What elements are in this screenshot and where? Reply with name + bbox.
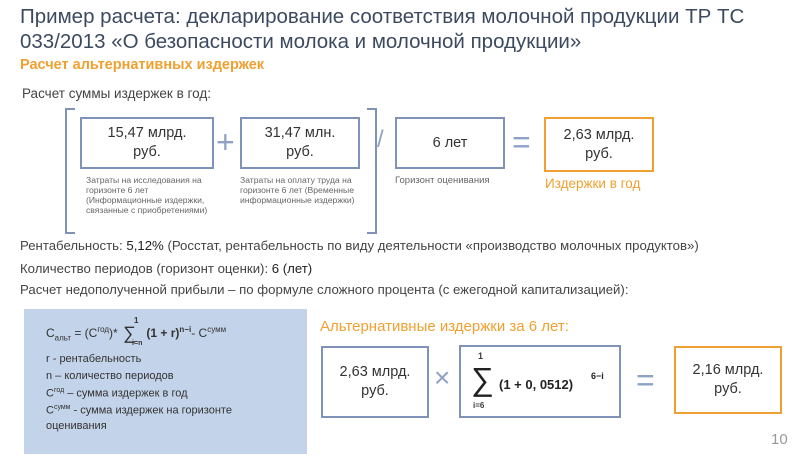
- profitability-value: 5,12%: [126, 238, 164, 253]
- annual-cost-amount: 2,63 млрд.: [563, 126, 635, 143]
- sum-top: 1: [134, 316, 139, 325]
- legend-cgod: [46, 387, 188, 400]
- divide-sign: /: [377, 126, 384, 153]
- annual-cost-caption: Издержки в год: [545, 176, 641, 191]
- research-cost-unit: руб.: [133, 144, 161, 160]
- legend-r: r - рентабельность: [46, 353, 142, 365]
- annual-cost-input-box: [321, 346, 429, 418]
- periods-label: Количество периодов (горизонт оценки):: [20, 261, 272, 276]
- right-bracket: [367, 108, 377, 234]
- page-title: Пример расчета: декларирование соответствия молочной продукции ТР ТС 033/2013 «О безопасности молока и молочной продукции»: [20, 5, 745, 53]
- legend-csumm: [46, 404, 232, 417]
- labor-cost-box: [240, 117, 360, 169]
- profitability-label: Рентабельность:: [20, 238, 127, 253]
- formula-body: (1 + r): [146, 326, 180, 341]
- big-sum-body: (1 + 0, 0512): [499, 377, 574, 392]
- labor-cost-caption: Затраты на оплату труда на горизонте 6 лет (Временные информационные издержки): [240, 175, 355, 205]
- left-bracket: [65, 108, 75, 234]
- alt-cost-result-amount: 2,16 млрд.: [692, 362, 764, 378]
- formula-summ-sup: сумм: [207, 325, 227, 335]
- horizon-box: 6 лет: [395, 117, 505, 169]
- plus-sign: +: [216, 124, 235, 160]
- times-sign: ×: [434, 362, 451, 393]
- research-cost-amount: 15,47 млрд.: [107, 125, 187, 141]
- formula-exp: n−i: [179, 325, 192, 335]
- sum-symbol: ∑ 1 i=n: [123, 316, 143, 347]
- big-sum-top: 1: [478, 351, 484, 361]
- equals-sign: =: [512, 124, 531, 160]
- periods-value: 6 (лет): [271, 261, 313, 276]
- research-cost-caption: Затраты на исследования на горизонте 6 лет (Информационные издержки, связанные с приобретениями): [86, 175, 208, 215]
- annual-cost-input-amount: 2,63 млрд.: [339, 364, 411, 380]
- big-sum-exp: 6−i: [591, 371, 604, 381]
- bottom-equals-sign: =: [636, 362, 655, 398]
- section-subtitle: Расчет альтернативных издержек: [20, 57, 265, 73]
- legend-cgod-text: – сумма издержек в год: [67, 387, 188, 400]
- legend-n: n – количество периодов: [46, 370, 174, 382]
- formula-alt-sub: альт: [54, 333, 71, 343]
- legend-c1: C: [46, 387, 54, 400]
- research-cost-box: [80, 117, 214, 169]
- compound-sum-box: [459, 345, 621, 418]
- formula-star: )*: [109, 326, 118, 341]
- horizon-caption: Горизонт оценивания: [395, 175, 490, 186]
- labor-cost-unit: руб.: [286, 144, 314, 160]
- labor-cost-amount: 31,47 млн.: [264, 125, 336, 141]
- lost-profit-line: Расчет недополученной прибыли – по формуле сложного процента (с ежегодной капитализацией):: [20, 282, 629, 297]
- alt-cost-result-box: [674, 346, 782, 414]
- formula-minus: - C: [191, 326, 208, 341]
- page-number: 10: [771, 431, 788, 448]
- legend-csumm-text: - сумма издержек на горизонте: [73, 404, 232, 417]
- formula-god-sup: год: [97, 325, 110, 335]
- big-sum-icon: ∑: [471, 361, 494, 397]
- formula: [46, 316, 227, 349]
- sum-bottom: i=n: [132, 340, 143, 347]
- annual-cost-box: [544, 117, 654, 172]
- legend-c2: C: [46, 404, 54, 417]
- alt-cost-result-unit: руб.: [714, 381, 742, 397]
- formula-c: C: [46, 326, 55, 341]
- annual-cost-input-unit: руб.: [361, 383, 389, 399]
- profitability-note: (Росстат, рентабельность по виду деятельности «производство молочных продуктов»): [163, 238, 699, 253]
- calc-label: Расчет суммы издержек в год:: [22, 86, 211, 101]
- periods-line: [20, 261, 312, 276]
- big-sum-bottom: i=6: [473, 401, 485, 410]
- formula-panel: [24, 309, 307, 454]
- legend-c2-sup: сумм: [53, 404, 71, 411]
- formula-eq: = (C: [71, 326, 98, 341]
- legend-horizon: оценивания: [46, 420, 107, 432]
- legend-c1-sup: год: [53, 387, 65, 394]
- alt-cost-title: Альтернативные издержки за 6 лет:: [320, 318, 569, 335]
- annual-cost-unit: руб.: [585, 145, 613, 162]
- profitability-line: [20, 238, 699, 253]
